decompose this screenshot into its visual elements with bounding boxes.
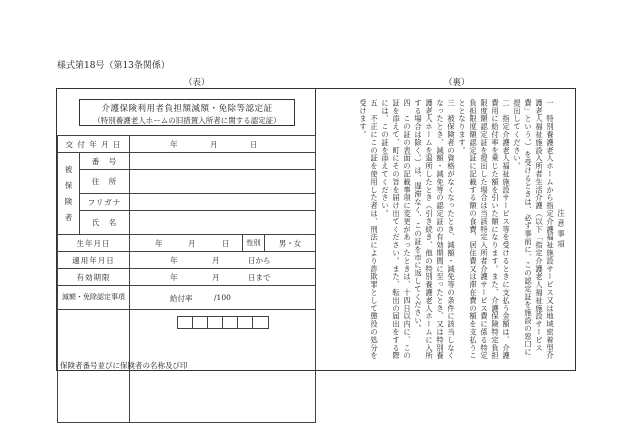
- name-value: [130, 211, 316, 235]
- expiry-row: [58, 269, 316, 286]
- certificate-back: [316, 88, 576, 371]
- address-label: 住 所: [80, 170, 130, 194]
- note-item-3: 三 被保険者の資格がなくなったとき、減額・減免等の条件に該当しなくなったとき、減額・減免等の認定証の有効期間に至ったとき、又は特別養護老人ホームを退所したとき（引き続き、他の特別養護老人ホームに入所する場合は除く。）は、遅滞なく、この証を市に返してください。: [414, 99, 456, 360]
- insurer-number-boxes: [177, 316, 269, 329]
- certificate-front: [56, 88, 316, 371]
- birth-date-label: 生年月日: [58, 235, 130, 252]
- birth-date-value: 年 月 日: [130, 235, 243, 252]
- notes-text: [358, 99, 567, 361]
- certificate-fields-table: [57, 135, 316, 423]
- certificate-title-box: [79, 99, 295, 126]
- notes-title: 注意事項: [557, 209, 566, 251]
- certificate-title: 介護保険利用者負担額減額・免除等認定証: [101, 104, 273, 114]
- insured-person-label: 被保険者: [58, 153, 80, 235]
- furigana-label: フリガナ: [80, 194, 130, 211]
- reduction-label: 減額・免除認定事項: [58, 286, 130, 310]
- note-item-1: 一 特別養護老人ホームから指定介護福祉施設サービス又は地域密着型介護老人福祉施設入所者生活介護（以下「指定介護老人福祉施設サービス費」という。）を受けるときは、必ず事前に、この認定証を施設の窓口に提出してください。: [513, 99, 555, 360]
- name-row: [58, 211, 316, 235]
- number-value: [130, 153, 316, 170]
- expiry-value: 年 月 日まで: [130, 269, 316, 286]
- number-label: 番 号: [80, 153, 130, 170]
- back-side-label: （裏）: [444, 78, 470, 88]
- insurer-row: [58, 310, 316, 423]
- issue-date-label: 交 付 年 月 日: [58, 136, 130, 153]
- insured-number-row: [58, 153, 316, 170]
- front-side-label: （表）: [184, 78, 210, 88]
- sex-value: 男・女: [265, 235, 316, 252]
- furigana-row: [58, 194, 316, 211]
- burden-ratio-value: /100: [214, 293, 231, 302]
- address-value: [130, 170, 316, 194]
- issue-date-value: 年 月 日: [130, 136, 316, 153]
- reduction-value: [130, 286, 316, 310]
- insurer-label: 保険者番号並びに保険者の名称及び印: [58, 310, 130, 423]
- burden-ratio-label: 給付率: [170, 294, 193, 303]
- furigana-value: [130, 194, 316, 211]
- start-date-value: 年 月 日から: [130, 252, 316, 269]
- form-number-label: 様式第18号（第13条関係）: [57, 61, 170, 71]
- note-item-2: 二 指定介護老人福祉施設サービス等を受けるときに支払う金額は、介護費用に給付率を乗じた額を引いた額になります。また、介護保険特定負担限度額認定証を提出した場合は当該特定入所者介護サービス費に係る特定負担限度額認定証に記載する額の食費、居住費又は滞在費の額を支払うこととなります。: [458, 99, 511, 360]
- expiry-label: 有効期限: [58, 269, 130, 286]
- note-item-4: 四 この証の表面の記載事項に変更があったときは、十四日以内に、この証を添えて、町にその旨を届け出てください。また、転出の届出をする際には、この証を添えてください。: [381, 99, 412, 360]
- note-item-5: 五 不正にこの証を使用した者は、刑法により詐欺罪として懲役の処分を受けます。: [359, 99, 379, 360]
- issue-date-row: [58, 136, 316, 153]
- reduction-row: [58, 286, 316, 310]
- sex-label: 性別: [243, 235, 265, 252]
- address-row: [58, 170, 316, 194]
- birth-date-row: [58, 235, 316, 252]
- name-label: 氏 名: [80, 211, 130, 235]
- certificate-subtitle: （特別養護老人ホームの旧措置入所者に関する認定証）: [93, 116, 281, 125]
- start-date-label: 適用年月日: [58, 252, 130, 269]
- start-date-row: [58, 252, 316, 269]
